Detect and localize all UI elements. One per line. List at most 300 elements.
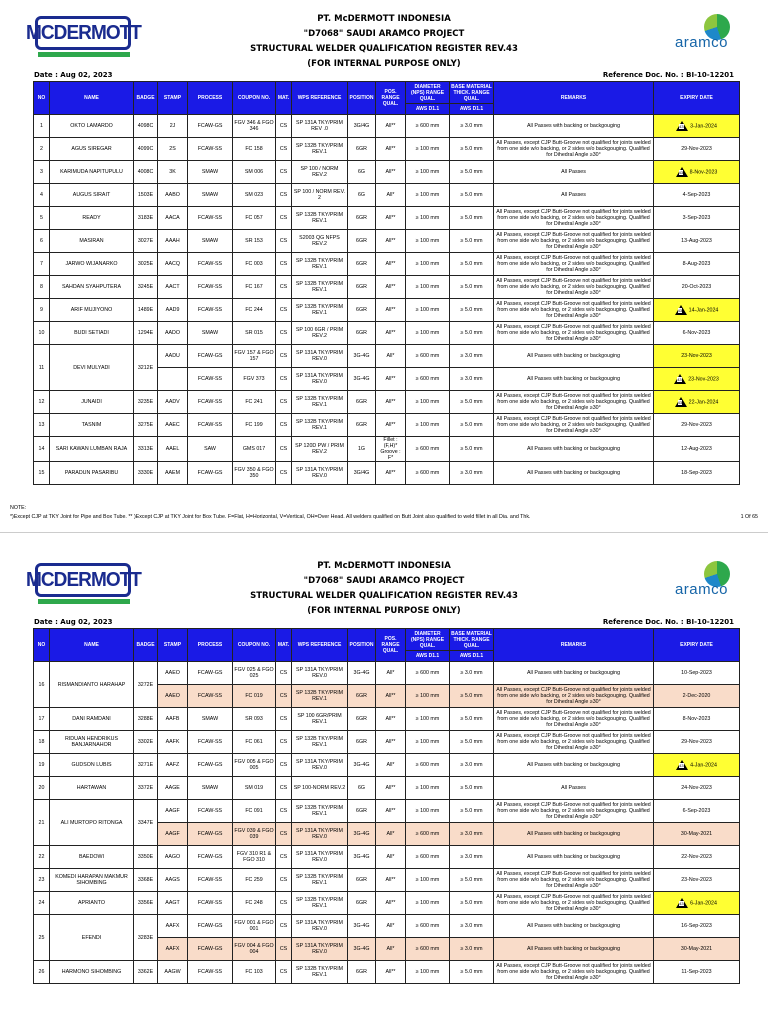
cell-position: 3G-4G [348,754,376,777]
cell-wps: SP 100 6GR/PRIM REV.1 [292,708,348,731]
cell-position: 3G-4G [348,368,376,391]
cell-mat: CS [276,230,292,253]
expiry-date: 20-Oct-2023 [681,284,712,290]
expiry-date: 14-Jan-2024 [688,307,719,314]
cell-position: 6GR [348,230,376,253]
cell-process: FCAW-GS [188,462,233,485]
col-expiry-header: EXPIRY DATE [654,629,740,662]
cell-no: 13 [34,414,50,437]
cell-stamp: AACQ [158,253,188,276]
cell-process: FCAW-GS [188,115,233,138]
cell-remarks: All Passes, except CJP Butt-Groove not qualified for joints welded from one side w/o backing, or 2 sides w/o backgouging. Qualified for Dihedral Angle ≥30° [494,685,654,708]
cell-remarks: All Passes, except CJP Butt-Groove not qualified for joints welded from one side w/o backing, or 2 sides w/o backgouging. Qualified for Dihedral Angle ≥30° [494,322,654,345]
cell-stamp: AAD9 [158,299,188,322]
table-row [34,961,740,984]
cell-dia: ≥ 600 mm [406,938,450,961]
cell-process: SMAW [188,708,233,731]
cell-wps: SP 132B TKY/PRIM REV.1 [292,207,348,230]
expiry-date: 6-Nov-2023 [682,330,711,336]
col-stamp-header: STAMP [158,629,188,662]
cell-position: 3G-4G [348,345,376,368]
revision-number: 43 [677,400,683,405]
cell-remarks: All Passes, except CJP Butt-Groove not qualified for joints welded from one side w/o backing, or 2 sides w/o backgouging. Qualified for Dihedral Angle ≥30° [494,414,654,437]
cell-remarks: All Passes [494,184,654,207]
cell-wps: S2003 QG NFPS REV.2 [292,230,348,253]
cell-stamp: AAGF [158,800,188,823]
cell-coupon: FGV 039 & FGO 039 [233,823,276,846]
expiry-date: 8-Nov-2023 [689,169,718,176]
col-process-header: PROCESS [188,629,233,662]
cell-expiry [654,322,740,345]
cell-wps: SP 131A TKY/PRIM REV.0 [292,662,348,685]
cell-thk: ≥ 3.0 mm [450,115,494,138]
cell-position: 6GR [348,138,376,161]
cell-pos: All** [376,685,406,708]
col-pos-range-header: POS. RANGE QUAL. [376,629,406,662]
cell-dia: ≥ 600 mm [406,662,450,685]
aws-sub-header: AWS D1.1 [406,651,450,662]
cell-wps: SP 132B TKY/PRIM REV.1 [292,869,348,892]
cell-wps: SP 131A TKY/PRIM REV.0 [292,938,348,961]
cell-mat: CS [276,299,292,322]
cell-name: AGUS SIREGAR [50,138,134,161]
cell-thk: ≥ 5.0 mm [450,731,494,754]
cell-badge: 3245E [134,276,158,299]
cell-expiry [654,869,740,892]
cell-dia: ≥ 100 mm [406,276,450,299]
table-row [34,207,740,230]
cell-no: 26 [34,961,50,984]
cell-mat: CS [276,462,292,485]
cell-expiry [654,161,740,184]
cell-thk: ≥ 5.0 mm [450,800,494,823]
cell-expiry [654,368,740,391]
cell-expiry [654,391,740,414]
register-title: STRUCTURAL WELDER QUALIFICATION REGISTER REV.43 [250,591,518,601]
cell-position: 6GR [348,685,376,708]
cell-expiry [654,754,740,777]
cell-position: 6GR [348,708,376,731]
cell-name: DEVI MULYADI [50,345,134,391]
revision-triangle-icon [676,898,688,908]
table-row [34,708,740,731]
cell-pos: All** [376,161,406,184]
cell-mat: CS [276,754,292,777]
cell-remarks: All Passes [494,161,654,184]
cell-thk: ≥ 5.0 mm [450,777,494,800]
table-row [34,184,740,207]
cell-process: SMAW [188,777,233,800]
cell-name: ALI MURTOPO RITONGA [50,800,134,846]
cell-name: OKTO LAMARDO [50,115,134,138]
cell-no: 18 [34,731,50,754]
table-row [34,662,740,685]
register-title: STRUCTURAL WELDER QUALIFICATION REGISTER REV.43 [250,44,518,54]
cell-mat: CS [276,800,292,823]
cell-position: 3G/4G [348,115,376,138]
cell-dia: ≥ 100 mm [406,207,450,230]
cell-mat: CS [276,938,292,961]
cell-badge: 3183E [134,207,158,230]
col-remarks-header: REMARKS [494,629,654,662]
cell-coupon: FGV 350 & FGO 350 [233,462,276,485]
cell-mat: CS [276,892,292,915]
cell-no: 20 [34,777,50,800]
cell-pos: All** [376,322,406,345]
cell-process: FCAW-GS [188,915,233,938]
cell-dia: ≥ 600 mm [406,115,450,138]
cell-name: JARWO WIJANARKO [50,253,134,276]
cell-dia: ≥ 100 mm [406,138,450,161]
cell-wps: SP 132B TKY/PRIM REV.1 [292,391,348,414]
cell-coupon: FGV 373 [233,368,276,391]
note-text: *)Except CJP at TKY Joint for Pipe and Box Tube. ** )Except CJP at TKY Joint for Box Tube. F=Flat, H=Horizontal, V=Vertical, OH=Over Head. All welders qualified on Butt Joint also qualified to weld fillet in all Dia. and Thk. [10,514,531,520]
cell-pos: All** [376,777,406,800]
cell-position: 3G-4G [348,823,376,846]
cell-dia: ≥ 100 mm [406,708,450,731]
cell-dia: ≥ 600 mm [406,345,450,368]
cell-wps: SP 132B TKY/PRIM REV.1 [292,892,348,915]
cell-dia: ≥ 100 mm [406,230,450,253]
cell-pos: All** [376,207,406,230]
cell-wps: SP 131A TKY/PRIM REV.0 [292,462,348,485]
cell-coupon: FC 019 [233,685,276,708]
cell-thk: ≥ 5.0 mm [450,437,494,462]
col-thick-header: BASE MATERIAL THICK. RANGE QUAL. [451,630,492,649]
cell-no: 17 [34,708,50,731]
cell-wps: SP 132B TKY/PRIM REV.1 [292,253,348,276]
col-coupon-header: COUPON NO. [233,82,276,115]
cell-stamp: AAGS [158,869,188,892]
cell-position: 6GR [348,253,376,276]
cell-position: 1G [348,437,376,462]
expiry-date: 23-Nov-2023 [681,353,712,359]
revision-number: 43 [677,308,683,313]
cell-remarks: All Passes with backing or backgouging [494,462,654,485]
cell-position: 3G-4G [348,846,376,869]
cell-expiry [654,938,740,961]
expiry-date: 22-Jan-2024 [688,399,719,406]
cell-coupon: FC 248 [233,892,276,915]
revision-triangle-icon [675,397,687,407]
cell-wps: SP 100-NORM REV.2 [292,777,348,800]
cell-expiry [654,345,740,368]
cell-name: HARMONO SIHOMBING [50,961,134,984]
cell-badge: 3313E [134,437,158,462]
cell-dia: ≥ 100 mm [406,685,450,708]
cell-dia: ≥ 100 mm [406,731,450,754]
expiry-date: 24-Nov-2023 [681,785,712,791]
cell-process: SMAW [188,322,233,345]
cell-expiry [654,462,740,485]
cell-badge: 4099C [134,138,158,161]
col-position-header: POSITION [348,82,376,115]
cell-coupon: SM 019 [233,777,276,800]
cell-badge: 3350E [134,846,158,869]
cell-stamp: AAAH [158,230,188,253]
cell-dia: ≥ 100 mm [406,869,450,892]
cell-wps: SP 120D PW / PRIM REV.2 [292,437,348,462]
expiry-date: 3-Sep-2023 [682,215,711,221]
cell-name: GUDSON LUBIS [50,754,134,777]
cell-coupon: FC 241 [233,391,276,414]
cell-position: 6GR [348,276,376,299]
cell-name: KOMEDI HARAPAN MAKMUR SIHOMBING [50,869,134,892]
cell-name: HARTAWAN [50,777,134,800]
expiry-date: 23-Nov-2023 [688,376,719,383]
cell-remarks: All Passes with backing or backgouging [494,915,654,938]
cell-mat: CS [276,685,292,708]
cell-stamp: AAGO [158,846,188,869]
cell-stamp: AAEL [158,437,188,462]
cell-mat: CS [276,322,292,345]
cell-badge: 3235E [134,391,158,414]
cell-pos: All** [376,391,406,414]
cell-thk: ≥ 3.0 mm [450,938,494,961]
cell-badge: 3275E [134,414,158,437]
expiry-date: 16-Sep-2023 [681,923,712,929]
cell-remarks: All Passes with backing or backgouging [494,345,654,368]
cell-pos: All* [376,915,406,938]
cell-pos: All** [376,961,406,984]
cell-stamp: AABO [158,184,188,207]
table-row [34,846,740,869]
cell-position: 3G-4G [348,662,376,685]
cell-badge: 3362E [134,961,158,984]
cell-badge: 3288E [134,708,158,731]
cell-process: FCAW-SS [188,685,233,708]
cell-name: RISMANDIANTO HARAHAP [50,662,134,708]
cell-stamp [158,368,188,391]
cell-expiry [654,184,740,207]
cell-thk: ≥ 5.0 mm [450,276,494,299]
expiry-date: 29-Nov-2023 [681,422,712,428]
cell-thk: ≥ 3.0 mm [450,915,494,938]
cell-position: 6G [348,161,376,184]
cell-thk: ≥ 5.0 mm [450,207,494,230]
aramco-logo: aramco [674,34,728,51]
cell-expiry [654,708,740,731]
cell-name: READY [50,207,134,230]
document-date: Date : Aug 02, 2023 [34,618,113,626]
cell-mat: CS [276,414,292,437]
col-coupon-header: COUPON NO. [233,629,276,662]
cell-dia: ≥ 100 mm [406,800,450,823]
cell-position: 6GR [348,961,376,984]
cell-process: FCAW-GS [188,846,233,869]
revision-triangle-icon [676,167,688,177]
table-row [34,869,740,892]
cell-remarks: All Passes with backing or backgouging [494,368,654,391]
expiry-date: 6-Jan-2024 [690,900,717,907]
cell-remarks: All Passes with backing or backgouging [494,846,654,869]
cell-position: 6GR [348,207,376,230]
cell-mat: CS [276,207,292,230]
cell-wps: SP 131A TKY/PRIM REV .0 [292,115,348,138]
cell-mat: CS [276,184,292,207]
expiry-date: 18-Sep-2023 [681,470,712,476]
cell-stamp: AAFX [158,915,188,938]
cell-process: FCAW-SS [188,731,233,754]
cell-wps: SP 132B TKY/PRIM REV.1 [292,276,348,299]
cell-remarks: All Passes, except CJP Butt-Groove not qualified for joints welded from one side w/o backing, or 2 sides w/o backgouging. Qualified for Dihedral Angle ≥30° [494,391,654,414]
cell-wps: SP 100 / NORM REV. 2 [292,184,348,207]
cell-wps: SP 132B TKY/PRIM REV.1 [292,138,348,161]
cell-pos: All** [376,115,406,138]
cell-expiry [654,892,740,915]
cell-pos: All** [376,299,406,322]
cell-coupon: FC 199 [233,414,276,437]
cell-dia: ≥ 100 mm [406,322,450,345]
cell-position: 6GR [348,391,376,414]
cell-position: 6GR [348,892,376,915]
cell-process: FCAW-SS [188,276,233,299]
table-row [34,322,740,345]
cell-coupon: SM 006 [233,161,276,184]
cell-mat: CS [276,961,292,984]
cell-thk: ≥ 3.0 mm [450,345,494,368]
cell-remarks: All Passes, except CJP Butt-Groove not qualified for joints welded from one side w/o backing, or 2 sides w/o backgouging. Qualified for Dihedral Angle ≥30° [494,253,654,276]
table-row [34,462,740,485]
reference-doc-no: Reference Doc. No. : BI-10-12201 [602,71,734,79]
cell-badge: 3330E [134,462,158,485]
cell-thk: ≥ 5.0 mm [450,253,494,276]
cell-coupon: FC 167 [233,276,276,299]
note-title: NOTE: [10,505,27,511]
cell-name: APRIANTO [50,892,134,915]
cell-no: 12 [34,391,50,414]
cell-process: FCAW-GS [188,823,233,846]
cell-badge: 3027E [134,230,158,253]
cell-expiry [654,777,740,800]
cell-wps: SP 132B TKY/PRIM REV.1 [292,961,348,984]
cell-coupon: FC 158 [233,138,276,161]
expiry-date: 8-Aug-2023 [682,261,711,267]
cell-dia: ≥ 100 mm [406,777,450,800]
cell-expiry [654,731,740,754]
expiry-date: 3-Jan-2024 [690,123,717,130]
col-name-header: NAME [50,629,134,662]
cell-stamp: AAEM [158,462,188,485]
cell-position: 3G/4G [348,462,376,485]
cell-name: KARIMUDA NAPITUPULU [50,161,134,184]
cell-pos: All** [376,462,406,485]
cell-thk: ≥ 5.0 mm [450,184,494,207]
aws-sub-header: AWS D1.1 [450,651,494,662]
cell-remarks: All Passes, except CJP Butt-Groove not qualified for joints welded from one side w/o backing, or 2 sides w/o backgouging. Qualified for Dihedral Angle ≥30° [494,230,654,253]
cell-remarks: All Passes [494,777,654,800]
table-row [34,892,740,915]
cell-badge: 1503E [134,184,158,207]
cell-no: 2 [34,138,50,161]
cell-process: FCAW-SS [188,253,233,276]
col-process-header: PROCESS [188,82,233,115]
table-row [34,115,740,138]
revision-number: 43 [678,170,684,175]
aws-sub-header: AWS D1.1 [450,104,494,115]
cell-mat: CS [276,161,292,184]
cell-no: 11 [34,345,50,391]
cell-wps: SP 131A TKY/PRIM REV.0 [292,846,348,869]
expiry-date: 4-Sep-2023 [682,192,711,198]
cell-position: 6G [348,777,376,800]
cell-mat: CS [276,391,292,414]
cell-remarks: All Passes, except CJP Butt-Groove not qualified for joints welded from one side w/o backing, or 2 sides w/o backgouging. Qualified for Dihedral Angle ≥30° [494,207,654,230]
col-pos-range-header: POS. RANGE QUAL. [376,82,406,115]
cell-wps: SP 132B TKY/PRIM REV.1 [292,299,348,322]
cell-dia: ≥ 600 mm [406,437,450,462]
cell-stamp: AACT [158,276,188,299]
table-row [34,915,740,938]
cell-thk: ≥ 3.0 mm [450,823,494,846]
table-row [34,414,740,437]
cell-name: MASIRAN [50,230,134,253]
col-no-header: NO [34,82,50,115]
cell-no: 7 [34,253,50,276]
cell-position: 6G [348,184,376,207]
col-expiry-header: EXPIRY DATE [654,82,740,115]
cell-badge: 3271E [134,754,158,777]
cell-process: FCAW-SS [188,299,233,322]
cell-pos: Fillet : (F,H)* Groove : F* [376,437,406,462]
cell-thk: ≥ 5.0 mm [450,685,494,708]
cell-expiry [654,662,740,685]
expiry-date: 22-Nov-2023 [681,854,712,860]
col-wps-header: WPS REFERENCE [292,629,348,662]
cell-remarks: All Passes, except CJP Butt-Groove not qualified for joints welded from one side w/o backing, or 2 sides w/o backgouging. Qualified for Dihedral Angle ≥30° [494,708,654,731]
cell-thk: ≥ 5.0 mm [450,299,494,322]
cell-mat: CS [276,662,292,685]
cell-wps: SP 131A TKY/PRIM REV.0 [292,823,348,846]
cell-badge: 4008C [134,161,158,184]
cell-thk: ≥ 5.0 mm [450,230,494,253]
cell-mat: CS [276,253,292,276]
col-remarks-header: REMARKS [494,82,654,115]
cell-pos: All** [376,892,406,915]
col-wps-header: WPS REFERENCE [292,82,348,115]
reference-doc-no: Reference Doc. No. : BI-10-12201 [602,618,734,626]
cell-expiry [654,915,740,938]
mcdermott-logo: MCDERMOTT [35,563,131,597]
cell-pos: All** [376,276,406,299]
cell-coupon: FGV 310 R1 & FGO 310 [233,846,276,869]
cell-stamp: AAFX [158,938,188,961]
cell-expiry [654,823,740,846]
cell-no: 16 [34,662,50,708]
cell-thk: ≥ 3.0 mm [450,368,494,391]
cell-pos: All** [376,230,406,253]
cell-expiry [654,207,740,230]
cell-stamp: AAEC [158,414,188,437]
cell-wps: SP 100 / NORM REV.2 [292,161,348,184]
cell-no: 15 [34,462,50,485]
cell-thk: ≥ 5.0 mm [450,892,494,915]
cell-wps: SP 131A TKY/PRIM REV.0 [292,915,348,938]
cell-expiry [654,685,740,708]
cell-pos: All* [376,938,406,961]
mcdermott-logo: MCDERMOTT [35,16,131,50]
revision-triangle-icon [676,760,688,770]
cell-no: 24 [34,892,50,915]
cell-mat: CS [276,345,292,368]
cell-pos: All* [376,184,406,207]
cell-name: AUGUS SIRAIT [50,184,134,207]
cell-coupon: SM 023 [233,184,276,207]
cell-wps: SP 132B TKY/PRIM REV.1 [292,800,348,823]
cell-no: 1 [34,115,50,138]
cell-process: FCAW-SS [188,869,233,892]
cell-name: TASNIM [50,414,134,437]
